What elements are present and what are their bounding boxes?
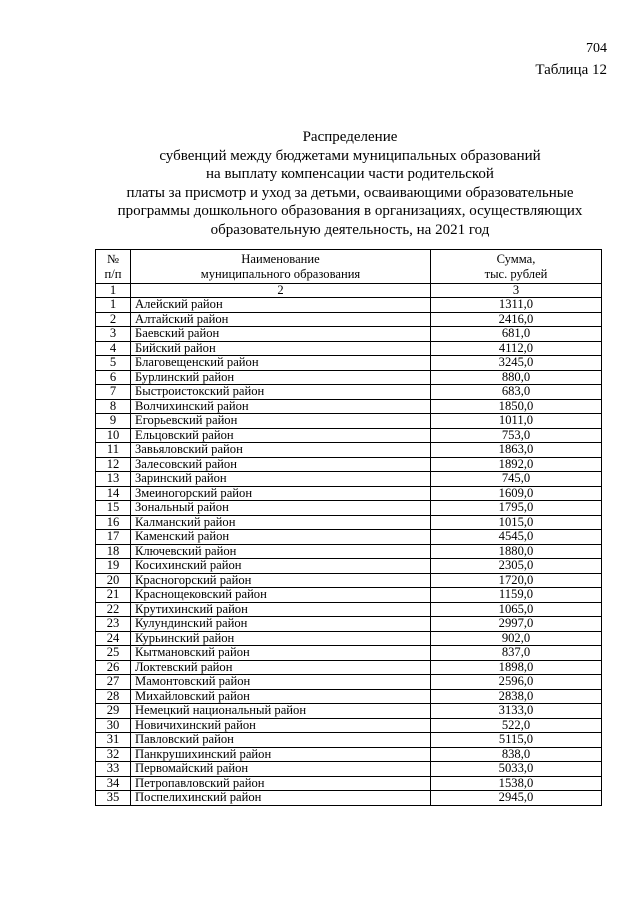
municipality-name: Алтайский район	[131, 312, 431, 327]
column-number: 2	[131, 284, 431, 298]
municipality-name: Ключевский район	[131, 544, 431, 559]
table-row	[96, 544, 602, 559]
header-number-line1: №	[106, 252, 120, 266]
row-number: 30	[96, 718, 131, 733]
row-number: 15	[96, 501, 131, 516]
header-number-line2: п/п	[104, 266, 122, 281]
subvention-amount: 837,0	[431, 646, 602, 661]
municipality-name: Новичихинский район	[131, 718, 431, 733]
table-row	[96, 385, 602, 400]
table-row	[96, 356, 602, 371]
title-line: программы дошкольного образования в организациях, осуществляющих	[117, 203, 583, 219]
municipality-name: Ельцовский район	[131, 428, 431, 443]
row-number: 27	[96, 675, 131, 690]
column-number: 3	[431, 284, 602, 298]
table-row	[96, 631, 602, 646]
table-row	[96, 530, 602, 545]
table-row	[96, 791, 602, 806]
municipality-name: Волчихинский район	[131, 399, 431, 414]
subvention-amount: 2945,0	[431, 791, 602, 806]
municipality-name: Калманский район	[131, 515, 431, 530]
subvention-amount: 522,0	[431, 718, 602, 733]
subvention-amount: 4112,0	[431, 341, 602, 356]
row-number: 13	[96, 472, 131, 487]
subvention-amount: 5033,0	[431, 762, 602, 777]
municipality-name: Каменский район	[131, 530, 431, 545]
header-name	[131, 250, 431, 284]
subvention-amount: 838,0	[431, 747, 602, 762]
subvention-amount: 1898,0	[431, 660, 602, 675]
municipality-name: Завьяловский район	[131, 443, 431, 458]
row-number: 1	[96, 298, 131, 313]
row-number: 8	[96, 399, 131, 414]
municipality-name: Егорьевский район	[131, 414, 431, 429]
municipality-name: Красногорский район	[131, 573, 431, 588]
table-row	[96, 602, 602, 617]
subvention-amount: 3133,0	[431, 704, 602, 719]
title-line: образовательную деятельность, на 2021 год	[210, 221, 490, 238]
table-row	[96, 747, 602, 762]
table-row	[96, 399, 602, 414]
municipality-name: Благовещенский район	[131, 356, 431, 371]
subvention-amount: 745,0	[431, 472, 602, 487]
municipality-name: Кытмановский район	[131, 646, 431, 661]
title-line: субвенций между бюджетами муниципальных образований	[159, 147, 541, 164]
table-row	[96, 370, 602, 385]
row-number: 5	[96, 356, 131, 371]
table-row	[96, 312, 602, 327]
row-number: 6	[96, 370, 131, 385]
municipality-name: Первомайский район	[131, 762, 431, 777]
municipality-name: Зональный район	[131, 501, 431, 516]
municipality-name: Краснощековский район	[131, 588, 431, 603]
row-number: 22	[96, 602, 131, 617]
municipality-name: Курьинский район	[131, 631, 431, 646]
subvention-amount: 4545,0	[431, 530, 602, 545]
subvention-amount: 683,0	[431, 385, 602, 400]
row-number: 33	[96, 762, 131, 777]
row-number: 18	[96, 544, 131, 559]
column-number: 1	[96, 284, 131, 298]
title-line: на выплату компенсации части родительской	[206, 166, 494, 182]
table-row	[96, 414, 602, 429]
municipality-name: Кулундинский район	[131, 617, 431, 632]
subvention-amount: 1311,0	[431, 298, 602, 313]
municipality-name: Бийский район	[131, 341, 431, 356]
subvention-amount: 1795,0	[431, 501, 602, 516]
row-number: 4	[96, 341, 131, 356]
document-title	[60, 128, 639, 239]
subvention-amount: 1863,0	[431, 443, 602, 458]
header-sum-line1: Сумма,	[496, 252, 536, 266]
subvention-amount: 1159,0	[431, 588, 602, 603]
subvention-amount: 880,0	[431, 370, 602, 385]
municipality-name: Петропавловский район	[131, 776, 431, 791]
table-body	[96, 298, 602, 806]
table-row	[96, 762, 602, 777]
row-number: 29	[96, 704, 131, 719]
table-row	[96, 660, 602, 675]
table-row	[96, 617, 602, 632]
municipality-name: Мамонтовский район	[131, 675, 431, 690]
row-number: 31	[96, 733, 131, 748]
table-row	[96, 776, 602, 791]
municipality-name: Баевский район	[131, 327, 431, 342]
row-number: 11	[96, 443, 131, 458]
table-row	[96, 515, 602, 530]
row-number: 24	[96, 631, 131, 646]
municipality-name: Крутихинский район	[131, 602, 431, 617]
subvention-amount: 1850,0	[431, 399, 602, 414]
subvention-amount: 1609,0	[431, 486, 602, 501]
subvention-amount: 2838,0	[431, 689, 602, 704]
header-name-line1: Наименование	[241, 252, 320, 266]
page-number: 704	[586, 41, 607, 56]
municipality-name: Поспелихинский район	[131, 791, 431, 806]
table-row	[96, 689, 602, 704]
table-row	[96, 559, 602, 574]
row-number: 25	[96, 646, 131, 661]
row-number: 19	[96, 559, 131, 574]
municipality-name: Залесовский район	[131, 457, 431, 472]
municipality-name: Быстроистокский район	[131, 385, 431, 400]
subvention-amount: 2305,0	[431, 559, 602, 574]
row-number: 14	[96, 486, 131, 501]
row-number: 17	[96, 530, 131, 545]
subvention-amount: 902,0	[431, 631, 602, 646]
municipality-name: Заринский район	[131, 472, 431, 487]
row-number: 9	[96, 414, 131, 429]
table-row	[96, 733, 602, 748]
row-number: 32	[96, 747, 131, 762]
subvention-amount: 5115,0	[431, 733, 602, 748]
header-sum	[431, 250, 602, 284]
subvention-amount: 1720,0	[431, 573, 602, 588]
row-number: 20	[96, 573, 131, 588]
row-number: 12	[96, 457, 131, 472]
municipality-name: Павловский район	[131, 733, 431, 748]
title-line: платы за присмотр и уход за детьми, осваивающими образовательные	[126, 184, 574, 201]
row-number: 23	[96, 617, 131, 632]
header-name-line2: муниципального образования	[200, 266, 361, 281]
row-number: 35	[96, 791, 131, 806]
municipality-name: Змеиногорский район	[131, 486, 431, 501]
table-row	[96, 718, 602, 733]
table-row	[96, 501, 602, 516]
subvention-amount: 2997,0	[431, 617, 602, 632]
municipality-name: Панкрушихинский район	[131, 747, 431, 762]
table-row	[96, 298, 602, 313]
row-number: 34	[96, 776, 131, 791]
row-number: 21	[96, 588, 131, 603]
subvention-amount: 1011,0	[431, 414, 602, 429]
subvention-amount: 2416,0	[431, 312, 602, 327]
subvention-amount: 1015,0	[431, 515, 602, 530]
table-header-row	[96, 250, 602, 284]
table-row	[96, 327, 602, 342]
municipality-name: Михайловский район	[131, 689, 431, 704]
subvention-amount: 1065,0	[431, 602, 602, 617]
row-number: 28	[96, 689, 131, 704]
table-row	[96, 428, 602, 443]
row-number: 10	[96, 428, 131, 443]
table-row	[96, 472, 602, 487]
table-row	[96, 573, 602, 588]
table-row	[96, 486, 602, 501]
title-line: Распределение	[302, 129, 398, 145]
table-row	[96, 588, 602, 603]
subvention-amount: 753,0	[431, 428, 602, 443]
table-row	[96, 443, 602, 458]
row-number: 26	[96, 660, 131, 675]
table-row	[96, 704, 602, 719]
table-row	[96, 341, 602, 356]
table-row	[96, 457, 602, 472]
subvention-amount: 681,0	[431, 327, 602, 342]
row-number: 16	[96, 515, 131, 530]
row-number: 7	[96, 385, 131, 400]
municipality-name: Косихинский район	[131, 559, 431, 574]
municipality-name: Локтевский район	[131, 660, 431, 675]
table-row	[96, 646, 602, 661]
subvention-table	[95, 249, 602, 806]
subvention-amount: 1892,0	[431, 457, 602, 472]
subvention-amount: 3245,0	[431, 356, 602, 371]
table-label: Таблица 12	[535, 62, 607, 78]
column-number-row	[96, 284, 602, 298]
row-number: 3	[96, 327, 131, 342]
header-number	[96, 250, 131, 284]
municipality-name: Бурлинский район	[131, 370, 431, 385]
table-row	[96, 675, 602, 690]
subvention-amount: 1538,0	[431, 776, 602, 791]
subvention-amount: 1880,0	[431, 544, 602, 559]
municipality-name: Алейский район	[131, 298, 431, 313]
row-number: 2	[96, 312, 131, 327]
subvention-amount: 2596,0	[431, 675, 602, 690]
header-sum-line2: тыс. рублей	[484, 266, 548, 281]
municipality-name: Немецкий национальный район	[131, 704, 431, 719]
